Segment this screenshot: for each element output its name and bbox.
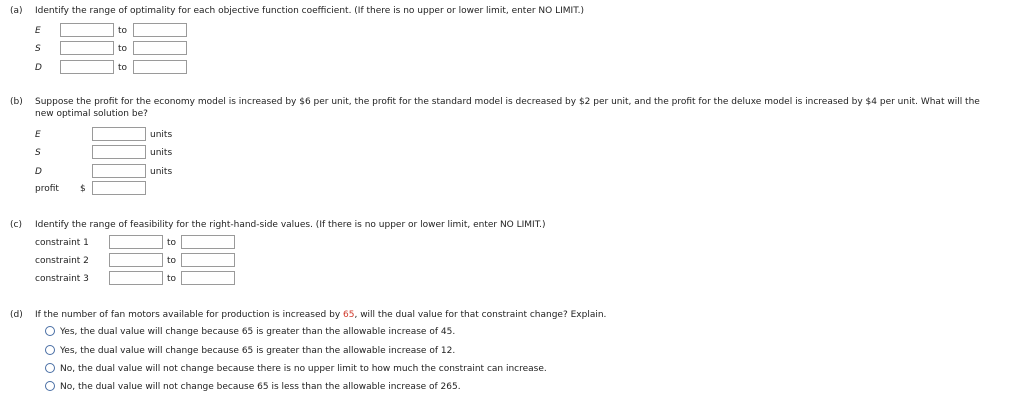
part-a-d-lower-input[interactable] — [60, 60, 114, 74]
part-d-prompt-after: , will the dual value for that constraint change? Explain. — [354, 310, 607, 320]
part-d-prompt-highlight: 65 — [343, 310, 355, 320]
part-a-d-upper-input[interactable] — [133, 60, 187, 74]
part-c-constraint-3-to: to — [167, 274, 177, 284]
part-c-constraint-2-to: to — [167, 256, 177, 266]
part-b-e-input[interactable] — [92, 127, 146, 141]
part-b-var-d: D — [35, 167, 42, 177]
part-b-prompt-line2: new optimal solution be? — [35, 109, 148, 119]
part-c-constraint-1-upper-input[interactable] — [181, 235, 235, 249]
part-c-label: (c) — [10, 220, 22, 230]
part-b-var-e: E — [35, 130, 41, 140]
part-d-option-2-text: Yes, the dual value will change because 65 is greater than the allowable increase of 12. — [60, 346, 456, 356]
part-a-prompt: Identify the range of optimality for each objective function coefficient. (If there is no upper or lower limit, enter NO LIMIT.) — [35, 6, 584, 16]
part-d-option-1-radio[interactable] — [45, 326, 55, 336]
part-c-constraint-2-label: constraint 2 — [35, 256, 89, 266]
part-b-d-input[interactable] — [92, 164, 146, 178]
part-c-constraint-2-lower-input[interactable] — [109, 253, 163, 267]
part-b-var-s: S — [35, 148, 41, 158]
part-a-label: (a) — [10, 6, 23, 16]
part-d-option-3-radio[interactable] — [45, 363, 55, 373]
part-a-s-lower-input[interactable] — [60, 41, 114, 55]
part-c-prompt: Identify the range of feasibility for the right-hand-side values. (If there is no upper or lower limit, enter NO LIMIT.) — [35, 220, 546, 230]
part-c-constraint-3-lower-input[interactable] — [109, 271, 163, 285]
part-c-constraint-3-label: constraint 3 — [35, 274, 89, 284]
part-d-option-2-radio[interactable] — [45, 345, 55, 355]
part-a-d-to: to — [118, 63, 128, 73]
part-d-prompt-before: If the number of fan motors available for production is increased by — [35, 310, 344, 320]
part-a-s-upper-input[interactable] — [133, 41, 187, 55]
part-a-var-d: D — [35, 63, 42, 73]
part-a-s-to: to — [118, 44, 128, 54]
part-b-profit-input[interactable] — [92, 181, 146, 195]
part-c-constraint-1-lower-input[interactable] — [109, 235, 163, 249]
part-c-constraint-1-label: constraint 1 — [35, 238, 89, 248]
part-a-e-upper-input[interactable] — [133, 23, 187, 37]
part-a-var-e: E — [35, 26, 41, 36]
part-a-e-to: to — [118, 26, 128, 36]
part-b-prompt-line1: Suppose the profit for the economy model is increased by $6 per unit, the profit for the standard model is decreased by $2 per unit, and the profit for the deluxe model is increased by $4 per unit. What will the — [35, 97, 980, 107]
part-d-option-1-text: Yes, the dual value will change because 65 is greater than the allowable increase of 45. — [60, 327, 456, 337]
part-b-profit-label: profit — [35, 184, 59, 194]
part-d-option-3-text: No, the dual value will not change because there is no upper limit to how much the constraint can increase. — [60, 364, 547, 374]
part-b-currency-symbol: $ — [80, 184, 86, 194]
part-a-e-lower-input[interactable] — [60, 23, 114, 37]
part-c-constraint-2-upper-input[interactable] — [181, 253, 235, 267]
part-b-s-unit: units — [150, 148, 173, 158]
part-d-option-4-text: No, the dual value will not change because 65 is less than the allowable increase of 265. — [60, 382, 461, 392]
part-d-label: (d) — [10, 310, 23, 320]
part-b-d-unit: units — [150, 167, 173, 177]
part-d-prompt — [35, 310, 606, 320]
part-c-constraint-3-upper-input[interactable] — [181, 271, 235, 285]
part-a-var-s: S — [35, 44, 41, 54]
part-c-constraint-1-to: to — [167, 238, 177, 248]
part-b-s-input[interactable] — [92, 145, 146, 159]
part-d-option-4-radio[interactable] — [45, 381, 55, 391]
part-b-e-unit: units — [150, 130, 173, 140]
part-b-label: (b) — [10, 97, 23, 107]
